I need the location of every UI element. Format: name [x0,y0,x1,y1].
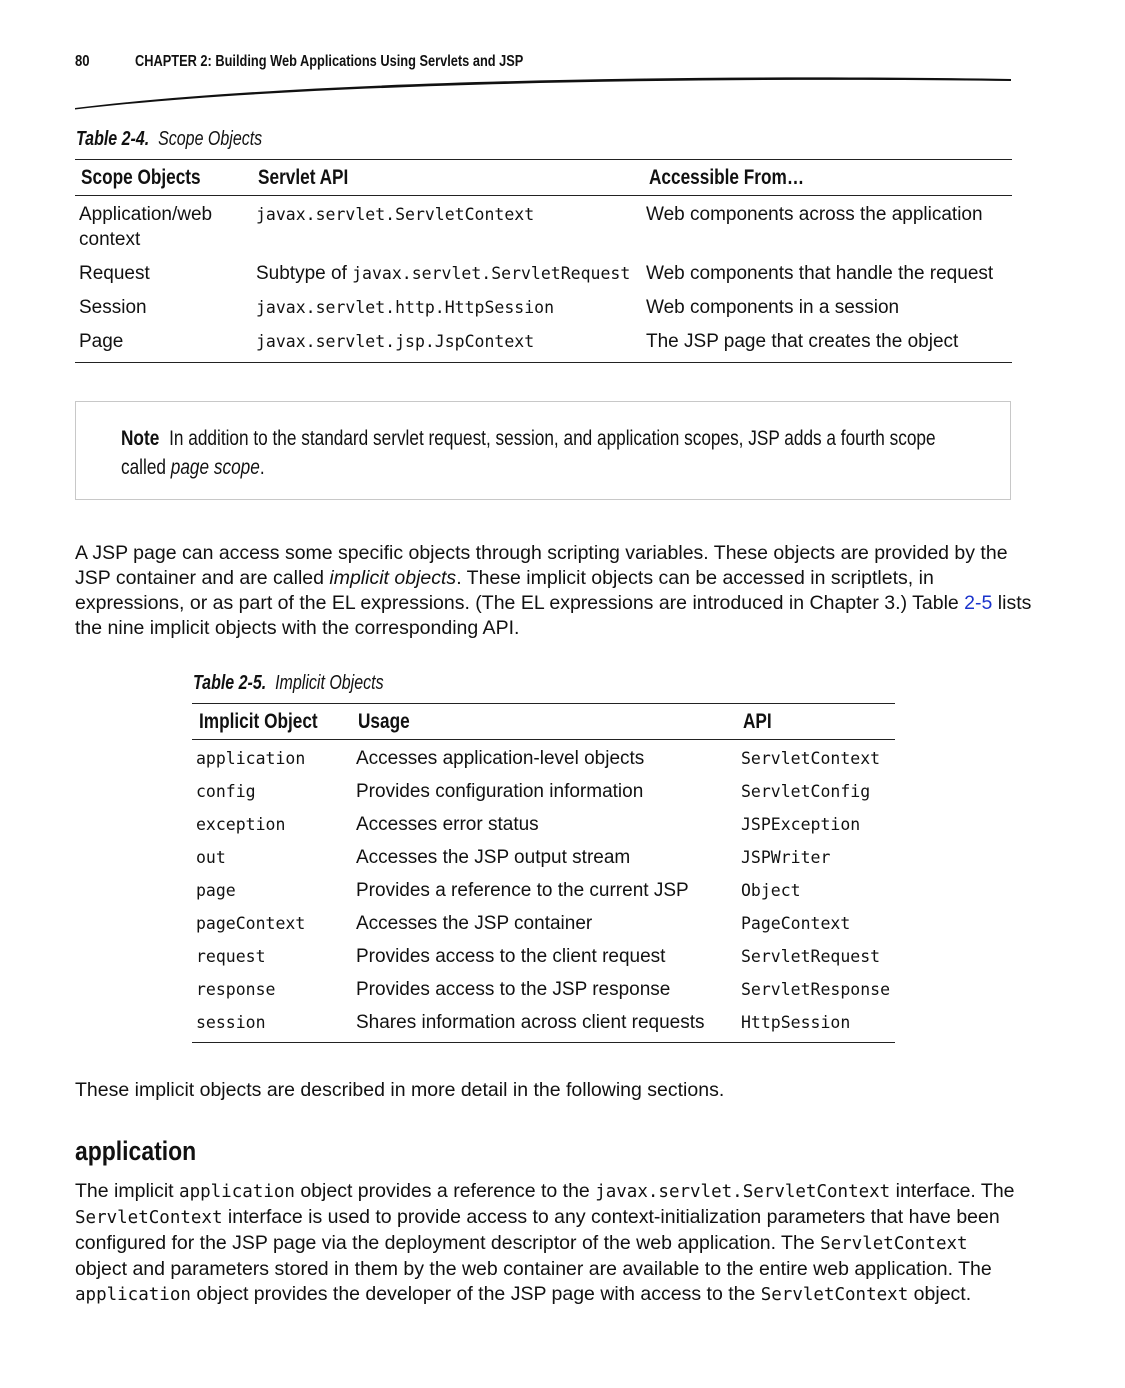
note-label: Note [121,427,160,450]
text: object provides a reference to the [294,1180,596,1202]
api-code: javax.servlet.ServletRequest [352,264,631,283]
table-row [192,977,895,1010]
table-row [75,261,1012,295]
api-cell: PageContext [741,914,851,933]
api-code: javax.servlet.http.HttpSession [256,298,555,317]
column-header-servlet-api: Servlet API [258,165,349,189]
api-cell: ServletConfig [741,782,871,801]
column-header-scope-objects: Scope Objects [81,165,201,189]
implicit-object-cell: config [196,782,256,801]
table-row [192,779,895,812]
api-cell: JSPWriter [741,848,831,867]
access-cell: Web components that handle the request [646,263,994,284]
page-number: 80 [75,53,90,70]
code: ServletContext [75,1208,223,1228]
header-rule [0,70,1125,110]
api-cell: ServletResponse [741,980,891,999]
code: application [179,1182,295,1202]
scope-cell: Application/web context [79,204,213,250]
implicit-object-cell: application [196,749,306,768]
code: application [75,1285,191,1305]
column-header-accessible-from: Accessible From… [649,165,805,189]
chapter-title: CHAPTER 2: Building Web Applications Using Servlets and JSP [135,53,524,70]
table-2-4-caption-label: Table 2-4. [76,128,150,150]
code: ServletContext [760,1285,909,1305]
api-cell: Object [741,881,801,900]
code: ServletContext [820,1234,968,1254]
table-row [75,329,1012,363]
api-code: javax.servlet.jsp.JspContext [256,332,535,351]
text: object and parameters stored in them by the web container are available to the entire web application. The [75,1258,992,1280]
scope-objects-table [75,159,1012,363]
table-row [192,740,895,780]
intro-text-2: . These implicit objects can be accessed in scriptlets, in expressions, or as part of the EL expressions. (The EL expressions are introduced in Chapter 3.) Table [75,567,965,614]
implicit-objects-table [192,703,895,1043]
table-2-5-caption-label: Table 2-5. [193,672,267,694]
implicit-object-cell: page [196,881,236,900]
scope-cell: Session [79,297,147,318]
usage-cell: Accesses the JSP container [356,913,593,934]
access-cell: The JSP page that creates the object [644,329,1012,363]
note-line-2-prefix: called [121,456,171,479]
section-heading: application [75,1136,197,1166]
implicit-object-cell: out [196,848,226,867]
note-line-2-suffix: . [259,456,265,479]
table-2-5-caption [193,672,384,695]
api-cell: HttpSession [741,1013,851,1032]
intro-emphasis: implicit objects [329,567,457,589]
table-row [75,295,1012,329]
intro-text-3: lists the nine implicit objects with the corresponding API. [75,592,1032,639]
table-2-4-caption [76,128,262,151]
table-2-5-link[interactable]: 2-5 [964,592,993,614]
usage-cell: Accesses the JSP output stream [356,847,631,868]
text: object. [908,1283,972,1305]
table-row [192,812,895,845]
usage-cell: Shares information across client requests [356,1012,705,1033]
column-header-api: API [743,709,772,733]
table-header-row [75,160,1012,196]
usage-cell: Accesses error status [356,814,539,835]
api-cell: JSPException [741,815,861,834]
implicit-object-cell: exception [196,815,286,834]
api-prefix: Subtype of [256,263,353,284]
table-row [192,878,895,911]
usage-cell: Accesses application-level objects [356,748,645,769]
api-code: javax.servlet.ServletContext [256,205,535,224]
column-header-implicit-object: Implicit Object [199,709,318,733]
usage-cell: Provides access to the client request [356,946,666,967]
scope-cell: Page [75,329,252,363]
scope-cell: Request [79,263,150,284]
api-cell: ServletContext [741,749,881,768]
implicit-object-cell: request [196,947,266,966]
table-row [192,911,895,944]
usage-cell: Provides a reference to the current JSP [356,880,689,901]
implicit-object-cell: session [196,1013,266,1032]
usage-cell: Provides configuration information [356,781,644,802]
text: The implicit [75,1180,180,1202]
access-cell: Web components in a session [646,297,900,318]
usage-cell: Provides access to the JSP response [356,979,671,1000]
table-row [192,944,895,977]
intro-paragraph [75,541,1035,641]
section-paragraph [75,1179,1025,1308]
table-row [192,1010,895,1043]
note-line-2-emphasis: page scope [170,456,260,479]
text: object provides the developer of the JSP page with access to the [190,1283,761,1305]
intro-text-1: A JSP page can access some specific objects through scripting variables. These objects are provided by the JSP container and are called [75,542,1008,589]
table-row [75,196,1012,262]
text: interface. The [890,1180,1015,1202]
follow-paragraph: These implicit objects are described in more detail in the following sections. [75,1079,725,1101]
note-line-1: In addition to the standard servlet request, session, and application scopes, JSP adds a fourth scope [169,427,936,450]
text: interface is used to provide access to any context-initialization parameters that have been configured for the JSP page via the deployment descriptor of the web application. The [75,1206,1000,1254]
implicit-object-cell: response [196,980,276,999]
code: javax.servlet.ServletContext [595,1182,891,1202]
implicit-object-cell: pageContext [196,914,306,933]
note-text [121,424,936,482]
access-cell: Web components across the application [646,204,983,225]
table-2-5-caption-title: Implicit Objects [275,672,384,694]
api-cell: ServletRequest [741,947,881,966]
table-row [192,845,895,878]
table-header-row [192,704,895,740]
table-2-4-caption-title: Scope Objects [158,128,263,150]
column-header-usage: Usage [358,709,410,733]
